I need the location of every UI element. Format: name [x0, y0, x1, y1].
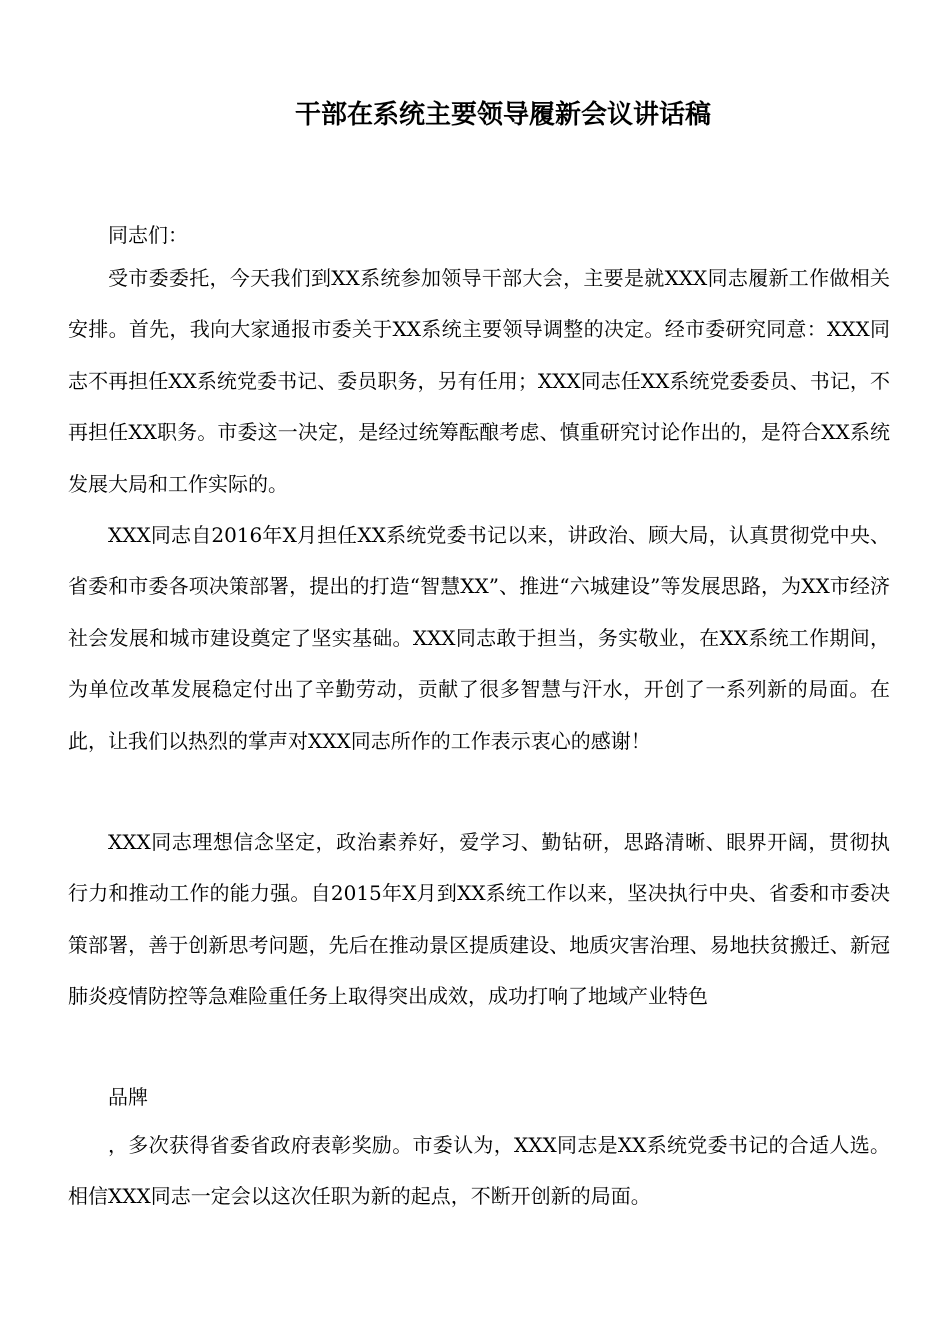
paragraph-1: 受市委委托，今天我们到XX系统参加领导干部大会，主要是就XXX同志履新工作做相关安排。首先，我向大家通报市委关于XX系统主要领导调整的决定。经市委研究同意：XXX同志不再担任XX系统党委书记、委员职务，另有任用；XXX同志任XX系统党委委员、书记，不再担任XX职务。市委这一决定，是经过统筹酝酿考虑、慎重研究讨论作出的，是符合XX系统发展大局和工作实际的。: [68, 266, 890, 496]
paragraph-3-block: [68, 817, 890, 1023]
paragraph-4-block: [68, 1072, 890, 1123]
paragraph-4: 品牌: [108, 1085, 148, 1109]
document-title: 干部在系统主要领导履新会议讲话稿: [294, 100, 711, 130]
paragraph-1-block: [68, 253, 890, 510]
paragraph-5-block: [68, 1120, 890, 1223]
salutation: 同志们：: [108, 223, 188, 247]
paragraph-3: XXX同志理想信念坚定，政治素养好，爱学习、勤钻研，思路清晰、眼界开阔，贯彻执行力和推动工作的能力强。自2015年X月到XX系统工作以来，坚决执行中央、省委和市委决策部署，善于创新思考问题，先后在推动景区提质建设、地质灾害治理、易地扶贫搬迁、新冠肺炎疫情防控等急难险重任务上取得突出成效，成功打响了地域产业特色: [68, 830, 890, 1009]
paragraph-2-block: [68, 510, 890, 767]
paragraph-5: ，多次获得省委省政府表彰奖励。市委认为，XXX同志是XX系统党委书记的合适人选。相信XXX同志一定会以这次任职为新的起点，不断开创新的局面。: [68, 1133, 890, 1209]
paragraph-2: XXX同志自2016年X月担任XX系统党委书记以来，讲政治、顾大局，认真贯彻党中央、省委和市委各项决策部署，提出的打造“智慧XX”、推进“六城建设”等发展思路，为XX市经济社会发展和城市建设奠定了坚实基础。XXX同志敢于担当，务实敬业，在XX系统工作期间，为单位改革发展稳定付出了辛勤劳动，贡献了很多智慧与汗水，开创了一系列新的局面。在此，让我们以热烈的掌声对XXX同志所作的工作表示衷心的感谢！: [68, 523, 890, 753]
